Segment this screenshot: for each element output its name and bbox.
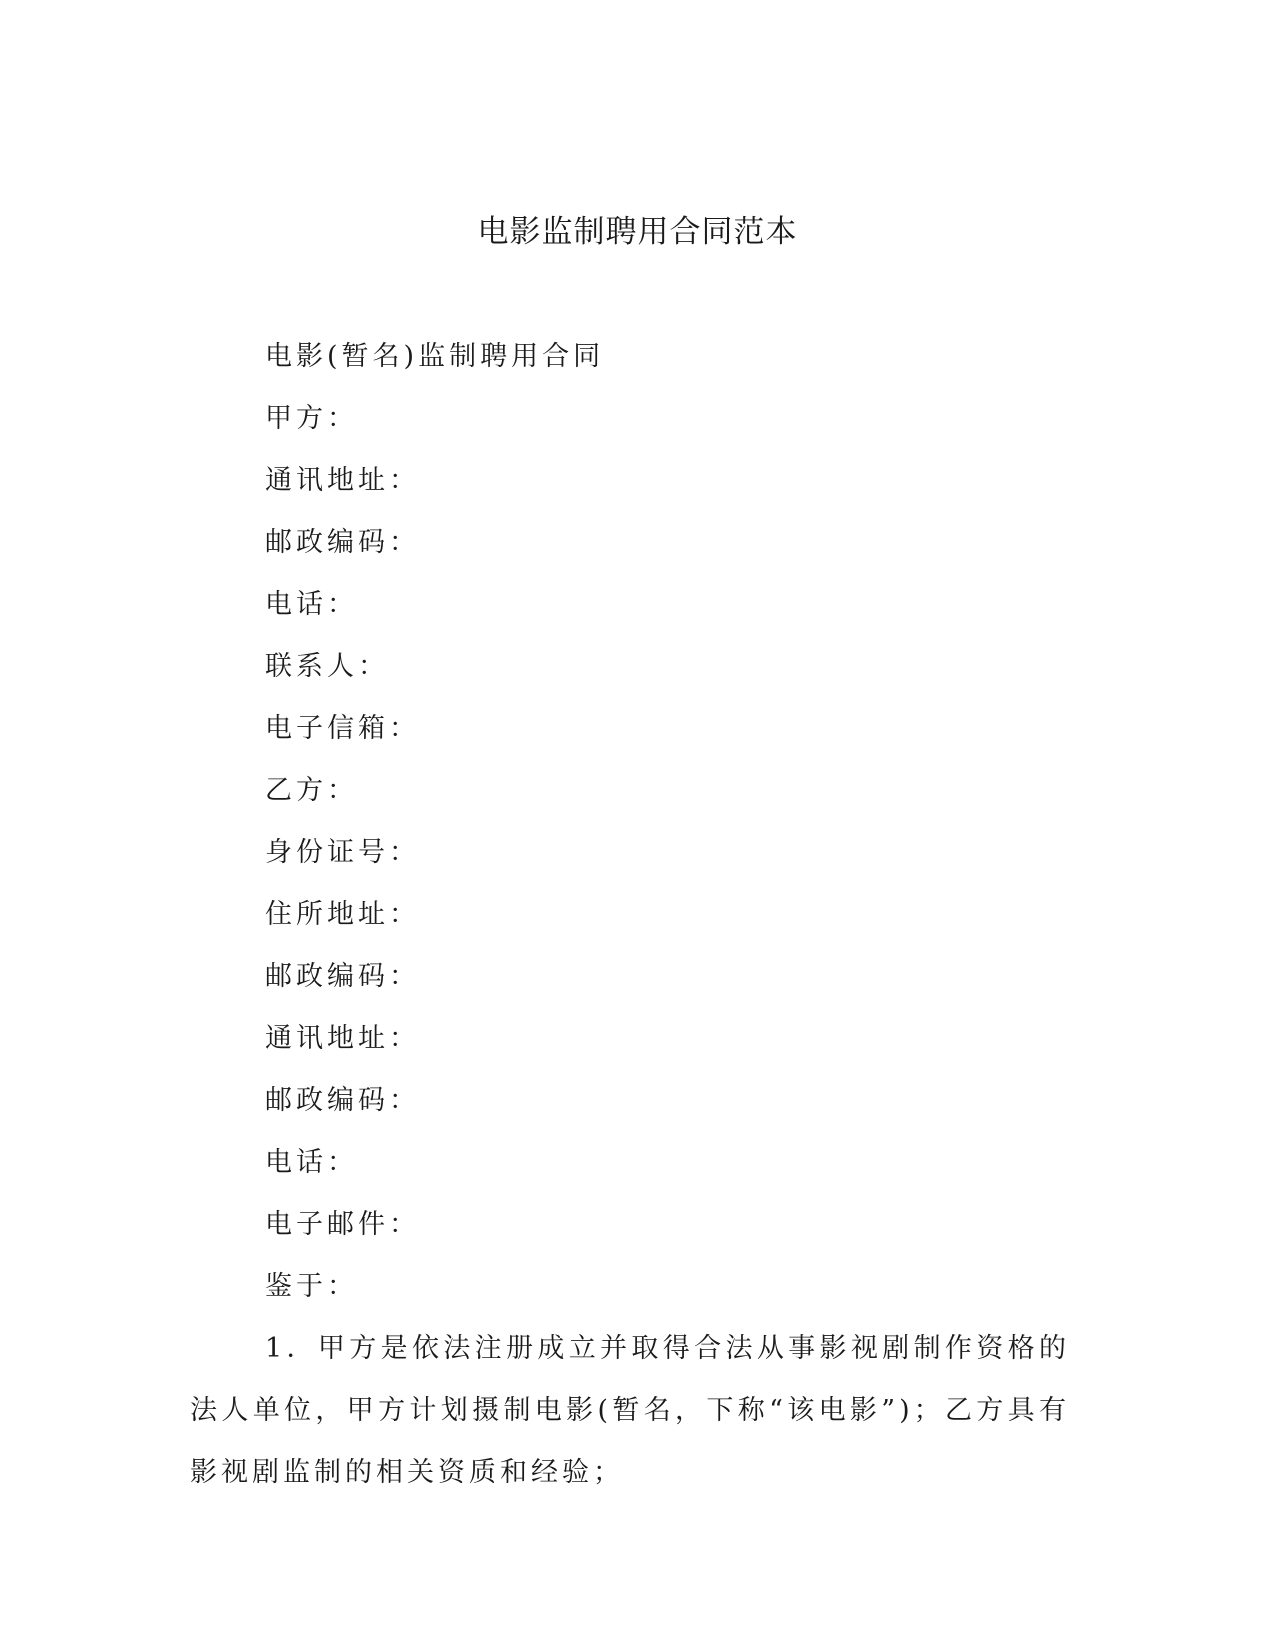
document-body — [190, 326, 1070, 1504]
field-party-a-email: 电子信箱： — [265, 713, 420, 744]
field-party-b-address: 通讯地址： — [265, 1023, 420, 1054]
field-party-b: 乙方： — [265, 775, 358, 806]
field-party-a-phone: 电话： — [265, 589, 358, 620]
field-whereas: 鉴于： — [265, 1271, 358, 1302]
field-party-b-id-number: 身份证号： — [265, 837, 420, 868]
field-party-a: 甲方： — [265, 403, 358, 434]
field-party-b-postcode: 邮政编码： — [265, 961, 420, 992]
document-title: 电影监制聘用合同范本 — [477, 214, 798, 250]
field-party-a-postcode: 邮政编码： — [265, 527, 420, 558]
contract-subtitle: 电影(暂名)监制聘用合同 — [265, 341, 605, 372]
field-party-b-postcode-2: 邮政编码： — [265, 1085, 420, 1116]
field-party-b-phone: 电话： — [265, 1147, 358, 1178]
field-party-b-email: 电子邮件： — [265, 1209, 420, 1240]
field-party-b-residence: 住所地址： — [265, 899, 420, 930]
field-party-a-contact: 联系人： — [265, 651, 389, 682]
paragraph-clause-1: 1．甲方是依法注册成立并取得合法从事影视剧制作资格的法人单位，甲方计划摄制电影(暂名，下称“该电影”)；乙方具有影视剧监制的相关资质和经验； — [190, 1333, 1070, 1488]
field-party-a-address: 通讯地址： — [265, 465, 420, 496]
